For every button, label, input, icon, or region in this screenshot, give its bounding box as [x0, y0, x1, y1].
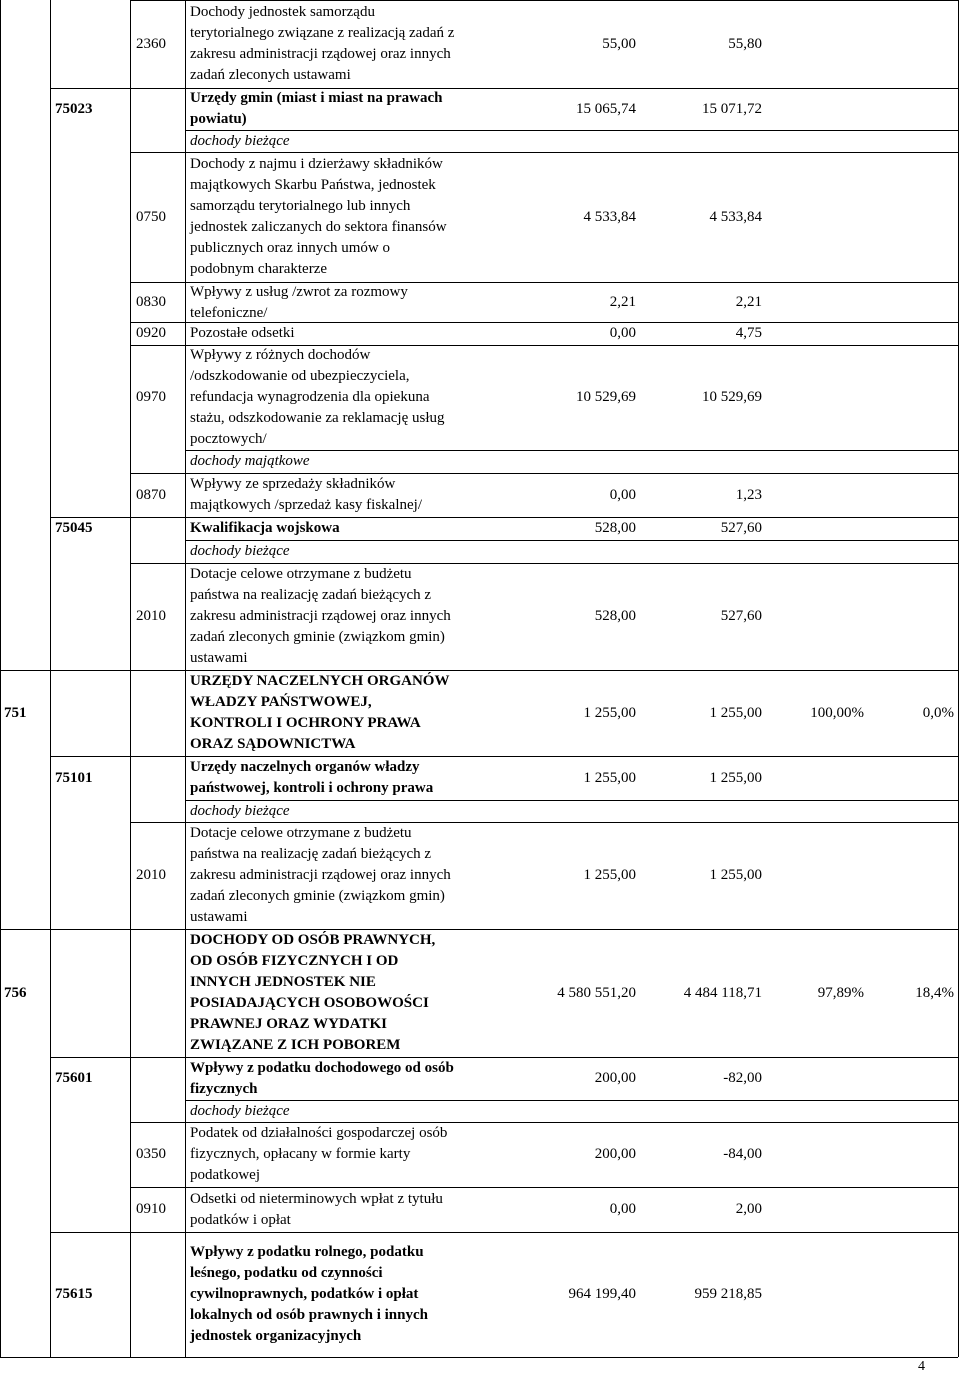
paragraf-code: 0750	[136, 208, 166, 225]
description-line: zakresu administracji rządowej oraz innych	[190, 867, 451, 883]
description-line: państwowej, kontroli i ochrony prawa	[190, 780, 434, 796]
execution-value: 4 533,84	[709, 208, 762, 225]
description-line: Kwalifikacja wojskowa	[190, 520, 340, 536]
description-line: lokalnych od osób prawnych i innych	[190, 1307, 428, 1323]
plan-value: 964 199,40	[568, 1286, 636, 1302]
description-line: Dochody jednostek samorządu	[190, 4, 375, 20]
plan-value: 4 533,84	[583, 208, 636, 225]
description-line: Wpływy z podatku dochodowego od osób	[190, 1059, 454, 1076]
description-line: ORAZ SĄDOWNICTWA	[190, 736, 356, 752]
paragraf-code: 0910	[136, 1201, 166, 1217]
execution-percent: 97,89%	[817, 984, 864, 1001]
description-line: stażu, odszkodowanie za reklamację usług	[190, 410, 445, 426]
page-number: 4	[918, 1359, 925, 1374]
plan-value: 200,00	[594, 1146, 636, 1162]
execution-value: 2,00	[735, 1201, 762, 1217]
execution-value: 1 255,00	[709, 867, 762, 883]
plan-value: 1 255,00	[583, 867, 636, 883]
description-line: /odszkodowanie od ubezpieczyciela,	[190, 368, 410, 384]
description-line: zadań zleconych ustawami	[190, 67, 351, 83]
description-line: PRAWNEJ ORAZ WYDATKI	[190, 1016, 387, 1032]
column-rule	[130, 0, 131, 1357]
description-line: samorządu terytorialnego lub innych	[190, 198, 411, 214]
execution-value: 15 071,72	[702, 100, 762, 117]
row-rule	[0, 1357, 958, 1358]
paragraf-code: 0970	[136, 389, 166, 405]
execution-value: 527,60	[720, 520, 762, 536]
execution-value: -82,00	[723, 1070, 762, 1086]
description-line: publicznych oraz innych umów o	[190, 240, 390, 256]
description-line: telefoniczne/	[190, 305, 268, 321]
description-line: dochody bieżące	[190, 802, 290, 819]
paragraf-code: 0870	[136, 486, 166, 503]
structure-percent: 18,4%	[915, 984, 954, 1001]
paragraf-code: 2010	[136, 867, 166, 883]
description-line: Podatek od działalności gospodarczej osób	[190, 1125, 448, 1141]
execution-value: 959 218,85	[694, 1286, 762, 1302]
description-line: WŁADZY PAŃSTWOWEJ,	[190, 694, 372, 710]
execution-value: 55,80	[728, 35, 762, 52]
column-rule	[185, 0, 186, 1357]
description-line: majątkowych Skarbu Państwa, jednostek	[190, 177, 436, 193]
description-line: URZĘDY NACZELNYCH ORGANÓW	[190, 673, 450, 689]
execution-percent: 100,00%	[810, 704, 864, 721]
structure-percent: 0,0%	[922, 704, 954, 721]
plan-value: 1 255,00	[583, 704, 636, 721]
plan-value: 528,00	[594, 520, 636, 536]
rozdzial-code: 75615	[55, 1286, 93, 1302]
description-line: Dotacje celowe otrzymane z budżetu	[190, 825, 412, 841]
paragraf-code: 2360	[136, 35, 166, 52]
description-line: podobnym charakterze	[190, 261, 328, 277]
column-rule	[0, 0, 1, 1357]
dzial-code: 756	[4, 984, 27, 1001]
description-line: KONTROLI I OCHRONY PRAWA	[190, 715, 421, 731]
description-line: leśnego, podatku od czynności	[190, 1265, 383, 1281]
description-line: POSIADAJĄCYCH OSOBOWOŚCI	[190, 995, 429, 1011]
description-line: jednostek organizacyjnych	[190, 1328, 362, 1344]
description-line: zakresu administracji rządowej oraz innych	[190, 608, 451, 624]
row-rule	[50, 1232, 958, 1233]
description-line: Wpływy ze sprzedaży składników	[190, 476, 396, 492]
description-line: INNYCH JEDNOSTEK NIE	[190, 974, 376, 990]
plan-value: 1 255,00	[583, 769, 636, 786]
plan-value: 4 580 551,20	[557, 984, 636, 1001]
execution-value: 1 255,00	[709, 704, 762, 721]
paragraf-code: 2010	[136, 608, 166, 624]
description-line: dochody bieżące	[190, 543, 290, 559]
description-line: Dotacje celowe otrzymane z budżetu	[190, 566, 412, 582]
execution-value: -84,00	[723, 1146, 762, 1162]
description-line: dochody majątkowe	[190, 453, 310, 469]
description-line: dochody bieżące	[190, 1102, 290, 1119]
dzial-code: 751	[4, 704, 27, 721]
plan-value: 10 529,69	[576, 389, 636, 405]
plan-value: 528,00	[594, 608, 636, 624]
row-rule	[130, 152, 958, 153]
description-line: państwa na realizację zadań bieżących z	[190, 846, 432, 862]
description-line: państwa na realizację zadań bieżących z	[190, 587, 432, 603]
description-line: zadań zleconych gminie (związkom gmin)	[190, 629, 445, 645]
paragraf-code: 0920	[136, 325, 166, 341]
description-line: podatkowej	[190, 1167, 260, 1183]
plan-value: 200,00	[594, 1070, 636, 1086]
description-line: Pozostałe odsetki	[190, 325, 295, 341]
execution-value: 1 255,00	[709, 769, 762, 786]
execution-value: 2,21	[735, 293, 762, 310]
description-line: pocztowych/	[190, 431, 267, 447]
paragraf-code: 0830	[136, 293, 166, 310]
row-rule	[130, 0, 958, 1]
column-rule	[50, 0, 51, 1357]
description-line: terytorialnego związane z realizacją zadań z	[190, 25, 455, 41]
description-line: Wpływy z usług /zwrot za rozmowy	[190, 284, 408, 300]
execution-value: 10 529,69	[702, 389, 762, 405]
rozdzial-code: 75101	[55, 769, 93, 786]
rozdzial-code: 75023	[55, 100, 93, 117]
description-line: powiatu)	[190, 111, 247, 127]
description-line: Dochody z najmu i dzierżawy składników	[190, 156, 443, 172]
paragraf-code: 0350	[136, 1146, 166, 1162]
description-line: fizycznych, opłacany w formie karty	[190, 1146, 411, 1162]
description-line: DOCHODY OD OSÓB PRAWNYCH,	[190, 932, 436, 948]
description-line: fizycznych	[190, 1080, 258, 1097]
description-line: Odsetki od nieterminowych wpłat z tytułu	[190, 1190, 443, 1207]
plan-value: 0,00	[609, 325, 636, 341]
rozdzial-code: 75045	[55, 520, 93, 536]
description-line: Urzędy naczelnych organów władzy	[190, 759, 420, 775]
description-line: zadań zleconych gminie (związkom gmin)	[190, 888, 445, 904]
description-line: Wpływy z podatku rolnego, podatku	[190, 1244, 424, 1260]
rozdzial-code: 75601	[55, 1070, 93, 1086]
plan-value: 0,00	[609, 486, 636, 503]
plan-value: 0,00	[609, 1201, 636, 1217]
execution-value: 527,60	[720, 608, 762, 624]
description-line: dochody bieżące	[190, 132, 290, 149]
plan-value: 15 065,74	[576, 100, 636, 117]
description-line: OD OSÓB FIZYCZNYCH I OD	[190, 953, 399, 969]
description-line: Urzędy gmin (miast i miast na prawach	[190, 90, 443, 106]
execution-value: 4,75	[735, 325, 762, 341]
execution-value: 1,23	[735, 486, 762, 503]
plan-value: 55,00	[602, 35, 636, 52]
description-line: jednostek zaliczanych do sektora finansów	[190, 219, 447, 235]
description-line: podatków i opłat	[190, 1211, 291, 1228]
description-line: majątkowych /sprzedaż kasy fiskalnej/	[190, 497, 423, 513]
description-line: ZWIĄZANE Z ICH POBOREM	[190, 1037, 401, 1053]
description-line: zakresu administracji rządowej oraz innych	[190, 46, 451, 62]
column-rule	[958, 0, 959, 1357]
execution-value: 4 484 118,71	[683, 984, 762, 1001]
description-line: ustawami	[190, 650, 248, 666]
plan-value: 2,21	[609, 293, 636, 310]
description-line: cywilnoprawnych, podatków i opłat	[190, 1286, 419, 1302]
description-line: ustawami	[190, 909, 248, 925]
description-line: refundacja wynagrodzenia dla opiekuna	[190, 389, 430, 405]
description-line: Wpływy z różnych dochodów	[190, 347, 371, 363]
